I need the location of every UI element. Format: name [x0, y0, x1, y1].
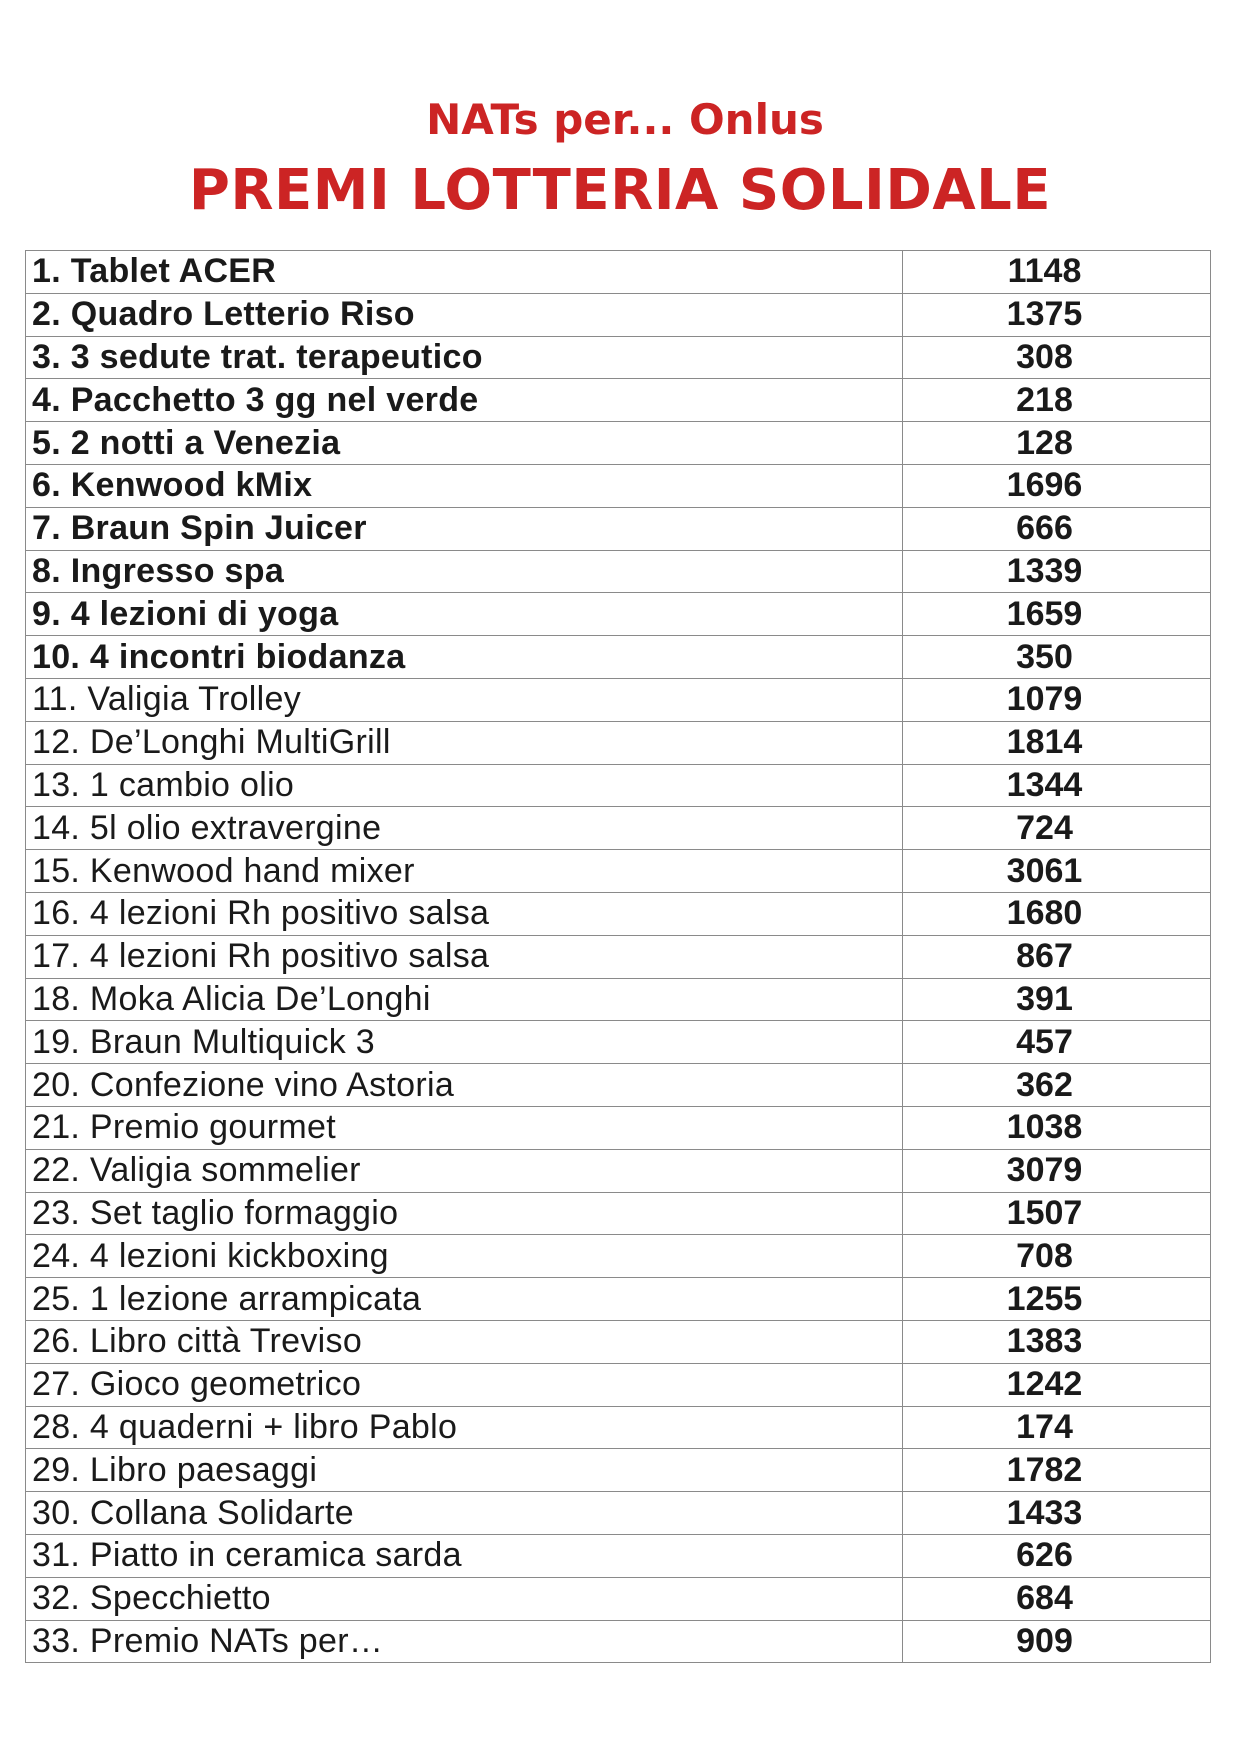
prize-name: 10. 4 incontri biodanza [26, 636, 903, 679]
ticket-number: 174 [903, 1406, 1211, 1449]
table-row [26, 892, 1211, 935]
prize-name: 6. Kenwood kMix [26, 464, 903, 507]
prize-name: 18. Moka Alicia De’Longhi [26, 978, 903, 1021]
ticket-number: 308 [903, 336, 1211, 379]
prize-name: 3. 3 sedute trat. terapeutico [26, 336, 903, 379]
ticket-number: 1814 [903, 721, 1211, 764]
table-row [26, 636, 1211, 679]
ticket-number: 1383 [903, 1320, 1211, 1363]
prize-name: 1. Tablet ACER [26, 251, 903, 294]
table-row [26, 251, 1211, 294]
table-row [26, 1577, 1211, 1620]
ticket-number: 1433 [903, 1492, 1211, 1535]
table-row [26, 1363, 1211, 1406]
prize-name: 14. 5l olio extravergine [26, 807, 903, 850]
prize-name: 9. 4 lezioni di yoga [26, 593, 903, 636]
prize-name: 29. Libro paesaggi [26, 1449, 903, 1492]
prize-name: 4. Pacchetto 3 gg nel verde [26, 379, 903, 422]
table-row [26, 1278, 1211, 1321]
prize-name: 23. Set taglio formaggio [26, 1192, 903, 1235]
table-row [26, 293, 1211, 336]
ticket-number: 391 [903, 978, 1211, 1021]
table-row [26, 1149, 1211, 1192]
organization-name: NATs per... Onlus [426, 95, 824, 144]
document-header [0, 92, 1240, 230]
table-row [26, 507, 1211, 550]
table-row [26, 1064, 1211, 1107]
ticket-number: 1375 [903, 293, 1211, 336]
prize-name: 7. Braun Spin Juicer [26, 507, 903, 550]
prize-name: 25. 1 lezione arrampicata [26, 1278, 903, 1321]
table-row [26, 336, 1211, 379]
page-title: PREMI LOTTERIA SOLIDALE [188, 158, 1052, 223]
table-row [26, 1235, 1211, 1278]
table-row [26, 850, 1211, 893]
prize-name: 12. De’Longhi MultiGrill [26, 721, 903, 764]
ticket-number: 909 [903, 1620, 1211, 1663]
table-row [26, 1492, 1211, 1535]
ticket-number: 1507 [903, 1192, 1211, 1235]
prize-name: 28. 4 quaderni + libro Pablo [26, 1406, 903, 1449]
prize-name: 16. 4 lezioni Rh positivo salsa [26, 892, 903, 935]
table-row [26, 721, 1211, 764]
ticket-number: 1339 [903, 550, 1211, 593]
table-row [26, 1406, 1211, 1449]
prize-table [25, 250, 1211, 1663]
table-row [26, 1449, 1211, 1492]
ticket-number: 724 [903, 807, 1211, 850]
prize-name: 26. Libro città Treviso [26, 1320, 903, 1363]
table-row [26, 978, 1211, 1021]
ticket-number: 684 [903, 1577, 1211, 1620]
prize-name: 22. Valigia sommelier [26, 1149, 903, 1192]
table-row [26, 1192, 1211, 1235]
prize-name: 5. 2 notti a Venezia [26, 422, 903, 465]
table-row [26, 422, 1211, 465]
prize-name: 20. Confezione vino Astoria [26, 1064, 903, 1107]
prize-name: 19. Braun Multiquick 3 [26, 1021, 903, 1064]
prize-name: 31. Piatto in ceramica sarda [26, 1534, 903, 1577]
prize-name: 15. Kenwood hand mixer [26, 850, 903, 893]
table-row [26, 1620, 1211, 1663]
table-row [26, 807, 1211, 850]
prize-name: 8. Ingresso spa [26, 550, 903, 593]
ticket-number: 128 [903, 422, 1211, 465]
table-row [26, 593, 1211, 636]
prize-name: 11. Valigia Trolley [26, 678, 903, 721]
prize-name: 2. Quadro Letterio Riso [26, 293, 903, 336]
prize-name: 33. Premio NATs per… [26, 1620, 903, 1663]
table-row [26, 1534, 1211, 1577]
ticket-number: 457 [903, 1021, 1211, 1064]
prize-name: 27. Gioco geometrico [26, 1363, 903, 1406]
table-row [26, 464, 1211, 507]
prize-name: 24. 4 lezioni kickboxing [26, 1235, 903, 1278]
prize-name: 21. Premio gourmet [26, 1106, 903, 1149]
ticket-number: 1148 [903, 251, 1211, 294]
table-row [26, 550, 1211, 593]
ticket-number: 1038 [903, 1106, 1211, 1149]
table-row [26, 379, 1211, 422]
ticket-number: 1782 [903, 1449, 1211, 1492]
table-row [26, 1021, 1211, 1064]
prize-name: 13. 1 cambio olio [26, 764, 903, 807]
ticket-number: 1696 [903, 464, 1211, 507]
ticket-number: 1242 [903, 1363, 1211, 1406]
ticket-number: 1680 [903, 892, 1211, 935]
ticket-number: 362 [903, 1064, 1211, 1107]
table-row [26, 1320, 1211, 1363]
ticket-number: 350 [903, 636, 1211, 679]
ticket-number: 666 [903, 507, 1211, 550]
ticket-number: 1255 [903, 1278, 1211, 1321]
prize-name: 30. Collana Solidarte [26, 1492, 903, 1535]
prize-name: 17. 4 lezioni Rh positivo salsa [26, 935, 903, 978]
table-row [26, 678, 1211, 721]
ticket-number: 1659 [903, 593, 1211, 636]
table-row [26, 1106, 1211, 1149]
ticket-number: 708 [903, 1235, 1211, 1278]
table-row [26, 935, 1211, 978]
prize-name: 32. Specchietto [26, 1577, 903, 1620]
ticket-number: 3061 [903, 850, 1211, 893]
ticket-number: 1344 [903, 764, 1211, 807]
ticket-number: 218 [903, 379, 1211, 422]
ticket-number: 867 [903, 935, 1211, 978]
ticket-number: 3079 [903, 1149, 1211, 1192]
table-row [26, 764, 1211, 807]
ticket-number: 626 [903, 1534, 1211, 1577]
ticket-number: 1079 [903, 678, 1211, 721]
